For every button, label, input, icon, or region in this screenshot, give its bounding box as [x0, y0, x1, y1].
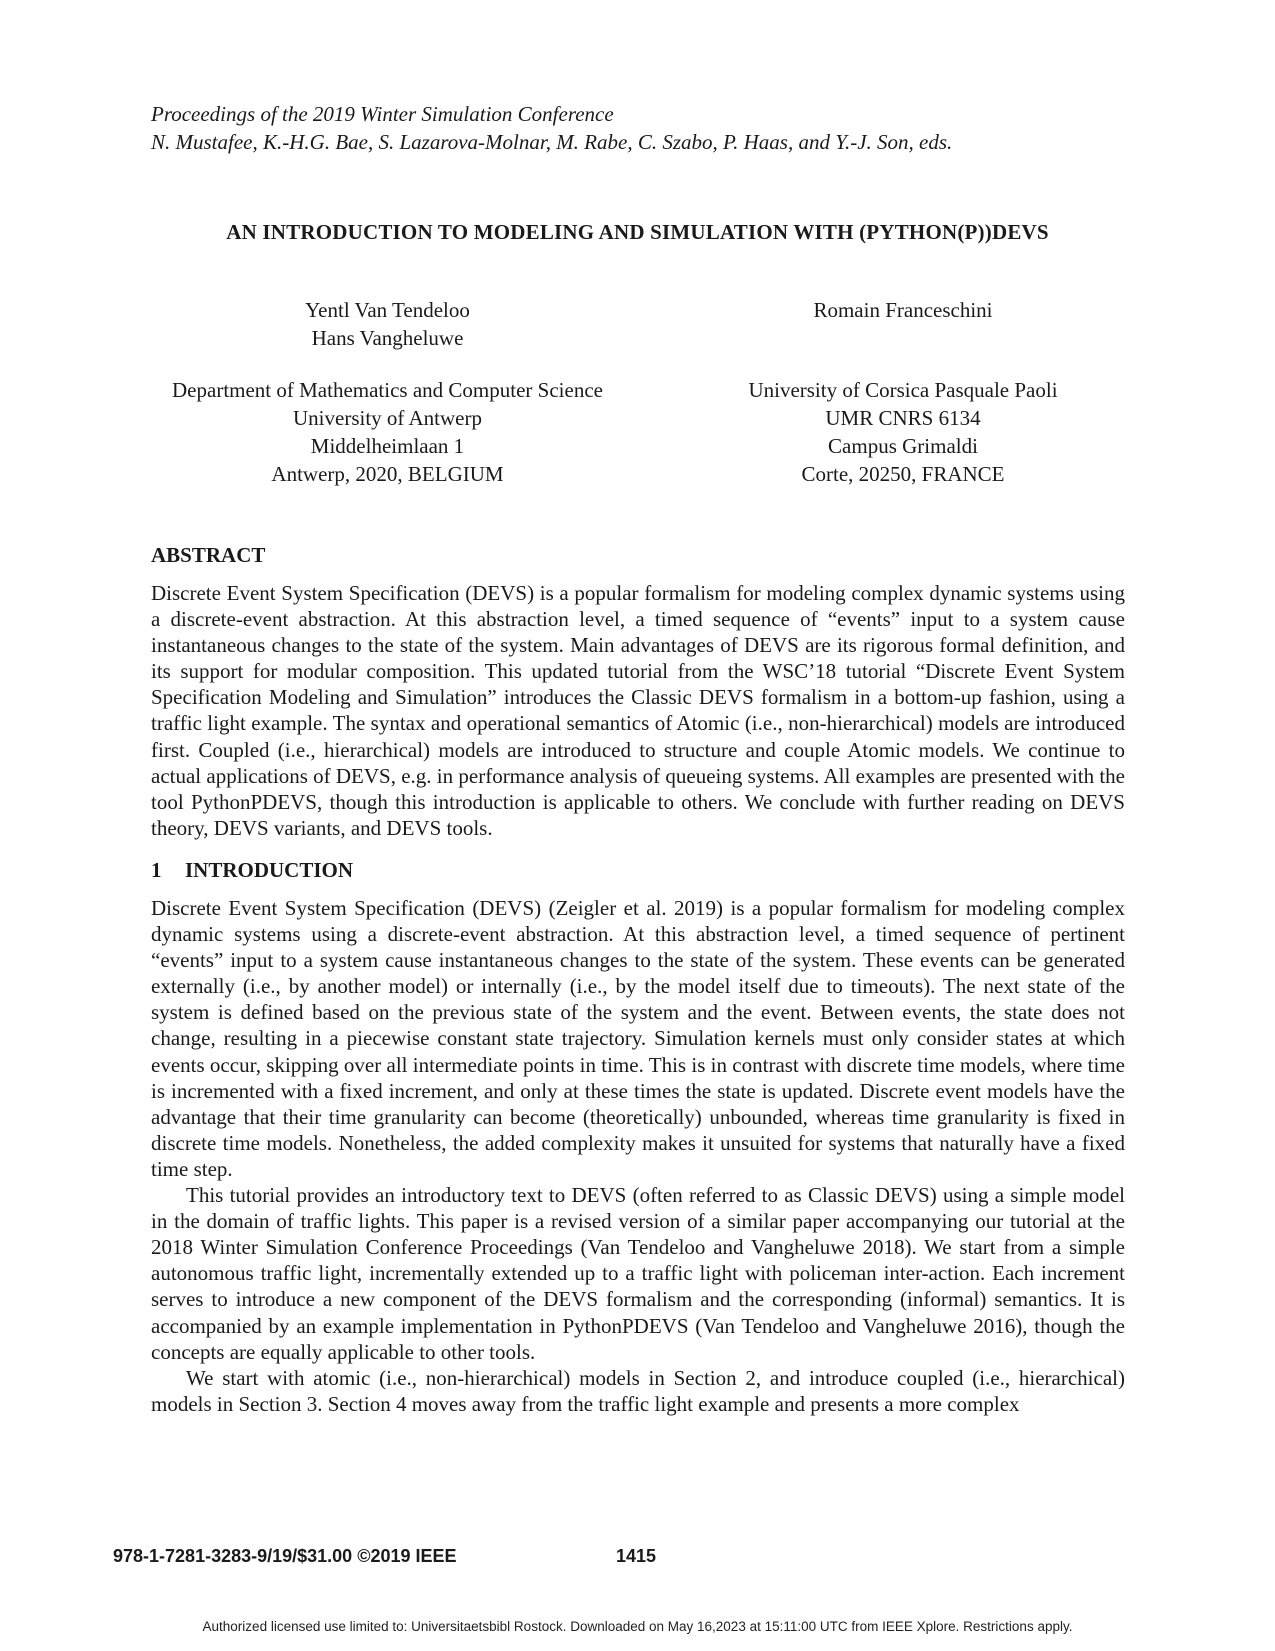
- intro-paragraph: We start with atomic (i.e., non-hierarchical) models in Section 2, and introduce coupled (i.e., hierarchical) models in Section 3. Section 4 moves away from the traffic light example and presents a more complex: [151, 1365, 1125, 1416]
- author-column-left: [150, 296, 625, 488]
- intro-paragraph: Discrete Event System Specification (DEVS) (Zeigler et al. 2019) is a popular formalism for modeling complex dynamic systems using a discrete-event abstraction. At this abstraction level, a timed sequence of pertinent “events” input to a system cause instantaneous changes to the state of the system. These events can be generated externally (i.e., by another model) or internally (i.e., by the model itself due to timeouts). The next state of the system is defined based on the previous state of the system and the event. Between events, the state does not change, resulting in a piecewise constant state trajectory. Simulation kernels must only consider states at which events occur, skipping over all intermediate points in time. This is in contrast with discrete time models, where time is incremented with a fixed increment, and only at these times the state is updated. Discrete event models have the advantage that their time granularity can become (theoretically) unbounded, whereas time granularity is fixed in discrete time models. Nonetheless, the added complexity makes it unsuited for systems that naturally have a fixed time step.: [151, 896, 1125, 1181]
- proceedings-conference: Proceedings of the 2019 Winter Simulation Conference: [151, 102, 614, 126]
- author-name: Yentl Van Tendeloo: [305, 298, 470, 322]
- license-notice: Authorized licensed use limited to: Universitaetsbibl Rostock. Downloaded on May 16,2023 at 15:11:00 UTC from IEEE Xplore. Restrictions apply.: [202, 1619, 1073, 1634]
- paper-title: AN INTRODUCTION TO MODELING AND SIMULATION WITH (PYTHON(P))DEVS: [226, 220, 1049, 244]
- affiliation-line: Corte, 20250, FRANCE: [801, 462, 1005, 486]
- proceedings-editors: N. Mustafee, K.-H.G. Bae, S. Lazarova-Molnar, M. Rabe, C. Szabo, P. Haas, and Y.-J. Son, eds.: [151, 130, 953, 154]
- introduction-body: [151, 895, 1125, 1417]
- abstract-text: Discrete Event System Specification (DEVS) is a popular formalism for modeling complex dynamic systems using a discrete-event abstraction. At this abstraction level, a timed sequence of “events” input to a system cause instantaneous changes to the state of the system. Main advantages of DEVS are its rigorous formal definition, and its support for modular composition. This updated tutorial from the WSC’18 tutorial “Discrete Event System Specification Modeling and Simulation” introduces the Classic DEVS formalism in a bottom-up fashion, using a traffic light example. The syntax and operational semantics of Atomic (i.e., non-hierarchical) models are introduced first. Coupled (i.e., hierarchical) models are introduced to structure and couple Atomic models. We continue to actual applications of DEVS, e.g. in performance analysis of queueing systems. All examples are presented with the tool PythonPDEVS, though this introduction is applicable to others. We conclude with further reading on DEVS theory, DEVS variants, and DEVS tools.: [151, 581, 1125, 840]
- affiliation-line: Antwerp, 2020, BELGIUM: [271, 462, 504, 486]
- proceedings-header: [151, 100, 952, 156]
- author-name: Hans Vangheluwe: [311, 326, 464, 350]
- section-number: 1: [151, 858, 162, 882]
- page-number: 1415: [616, 1546, 657, 1566]
- affiliation-line: UMR CNRS 6134: [825, 406, 981, 430]
- affiliation-line: University of Antwerp: [293, 406, 482, 430]
- abstract-heading: ABSTRACT: [151, 543, 266, 567]
- author-name: Romain Franceschini: [813, 298, 993, 322]
- intro-paragraph: This tutorial provides an introductory text to DEVS (often referred to as Classic DEVS) using a simple model in the domain of traffic lights. This paper is a revised version of a similar paper accompanying our tutorial at the 2018 Winter Simulation Conference Proceedings (Van Tendeloo and Vangheluwe 2018). We start from a simple autonomous traffic light, incrementally extended up to a traffic light with policeman inter-action. Each increment serves to introduce a new component of the DEVS formalism and the corresponding (informal) semantics. It is accompanied by an example implementation in PythonPDEVS (Van Tendeloo and Vangheluwe 2016), though the concepts are equally applicable to other tools.: [151, 1183, 1125, 1364]
- abstract-body: [151, 580, 1125, 841]
- section-title: INTRODUCTION: [185, 858, 354, 882]
- author-column-right: [726, 296, 1080, 488]
- affiliation-line: Department of Mathematics and Computer Science: [172, 378, 603, 402]
- introduction-heading: [151, 858, 353, 883]
- affiliation-line: Campus Grimaldi: [828, 434, 978, 458]
- affiliation-line: University of Corsica Pasquale Paoli: [748, 378, 1058, 402]
- affiliation-line: Middelheimlaan 1: [310, 434, 465, 458]
- isbn-copyright: 978-1-7281-3283-9/19/$31.00 ©2019 IEEE: [113, 1546, 457, 1566]
